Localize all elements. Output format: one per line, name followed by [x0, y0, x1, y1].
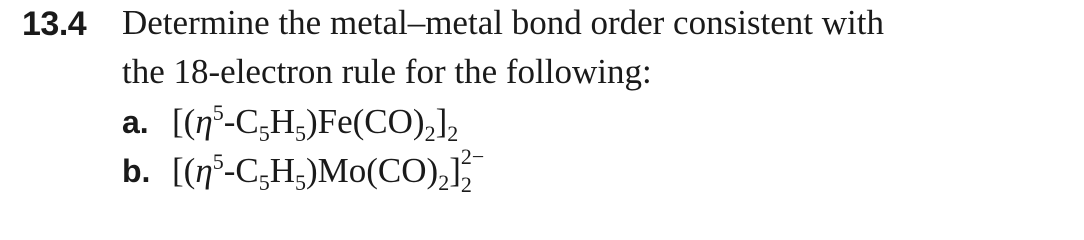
item-a — [122, 100, 458, 144]
formula-hydrogen: H — [269, 151, 295, 190]
formula-close: ] — [449, 151, 461, 190]
formula-carbon: -C — [223, 102, 259, 141]
problem-text-line-1: Determine the metal–metal bond order consistent with — [122, 3, 885, 42]
formula-dimer-count: 2 — [460, 172, 472, 197]
formula-dimer-count: 2 — [447, 121, 459, 146]
formula-co-count: 2 — [424, 121, 436, 146]
problem-text-line-2: the 18-electron rule for the following: — [122, 52, 652, 91]
formula — [172, 144, 487, 197]
item-label: a. — [122, 104, 149, 140]
formula-close: ] — [435, 102, 448, 141]
formula-eta: η — [195, 102, 213, 141]
formula-hapticity: 5 — [212, 100, 224, 125]
item-label: b. — [122, 153, 151, 189]
formula-hydrogen: H — [269, 102, 295, 141]
formula-open: [( — [172, 102, 196, 141]
formula-charge: 2− — [460, 144, 485, 169]
formula-open: [( — [172, 151, 196, 190]
item-b — [122, 144, 487, 197]
formula-carbon-count: 5 — [258, 170, 270, 195]
formula-hapticity: 5 — [212, 149, 224, 174]
problem-number: 13.4 — [22, 5, 87, 43]
formula-dimer-charge-stack — [460, 144, 487, 197]
formula-eta: η — [195, 151, 213, 190]
formula-metal: )Fe(CO) — [305, 102, 425, 141]
formula-carbon-count: 5 — [258, 121, 270, 146]
formula-co-count: 2 — [438, 170, 450, 195]
formula — [172, 100, 458, 144]
formula-hydrogen-count: 5 — [294, 170, 306, 195]
formula-hydrogen-count: 5 — [294, 121, 306, 146]
formula-metal: )Mo(CO) — [305, 151, 439, 190]
formula-carbon: -C — [223, 151, 259, 190]
